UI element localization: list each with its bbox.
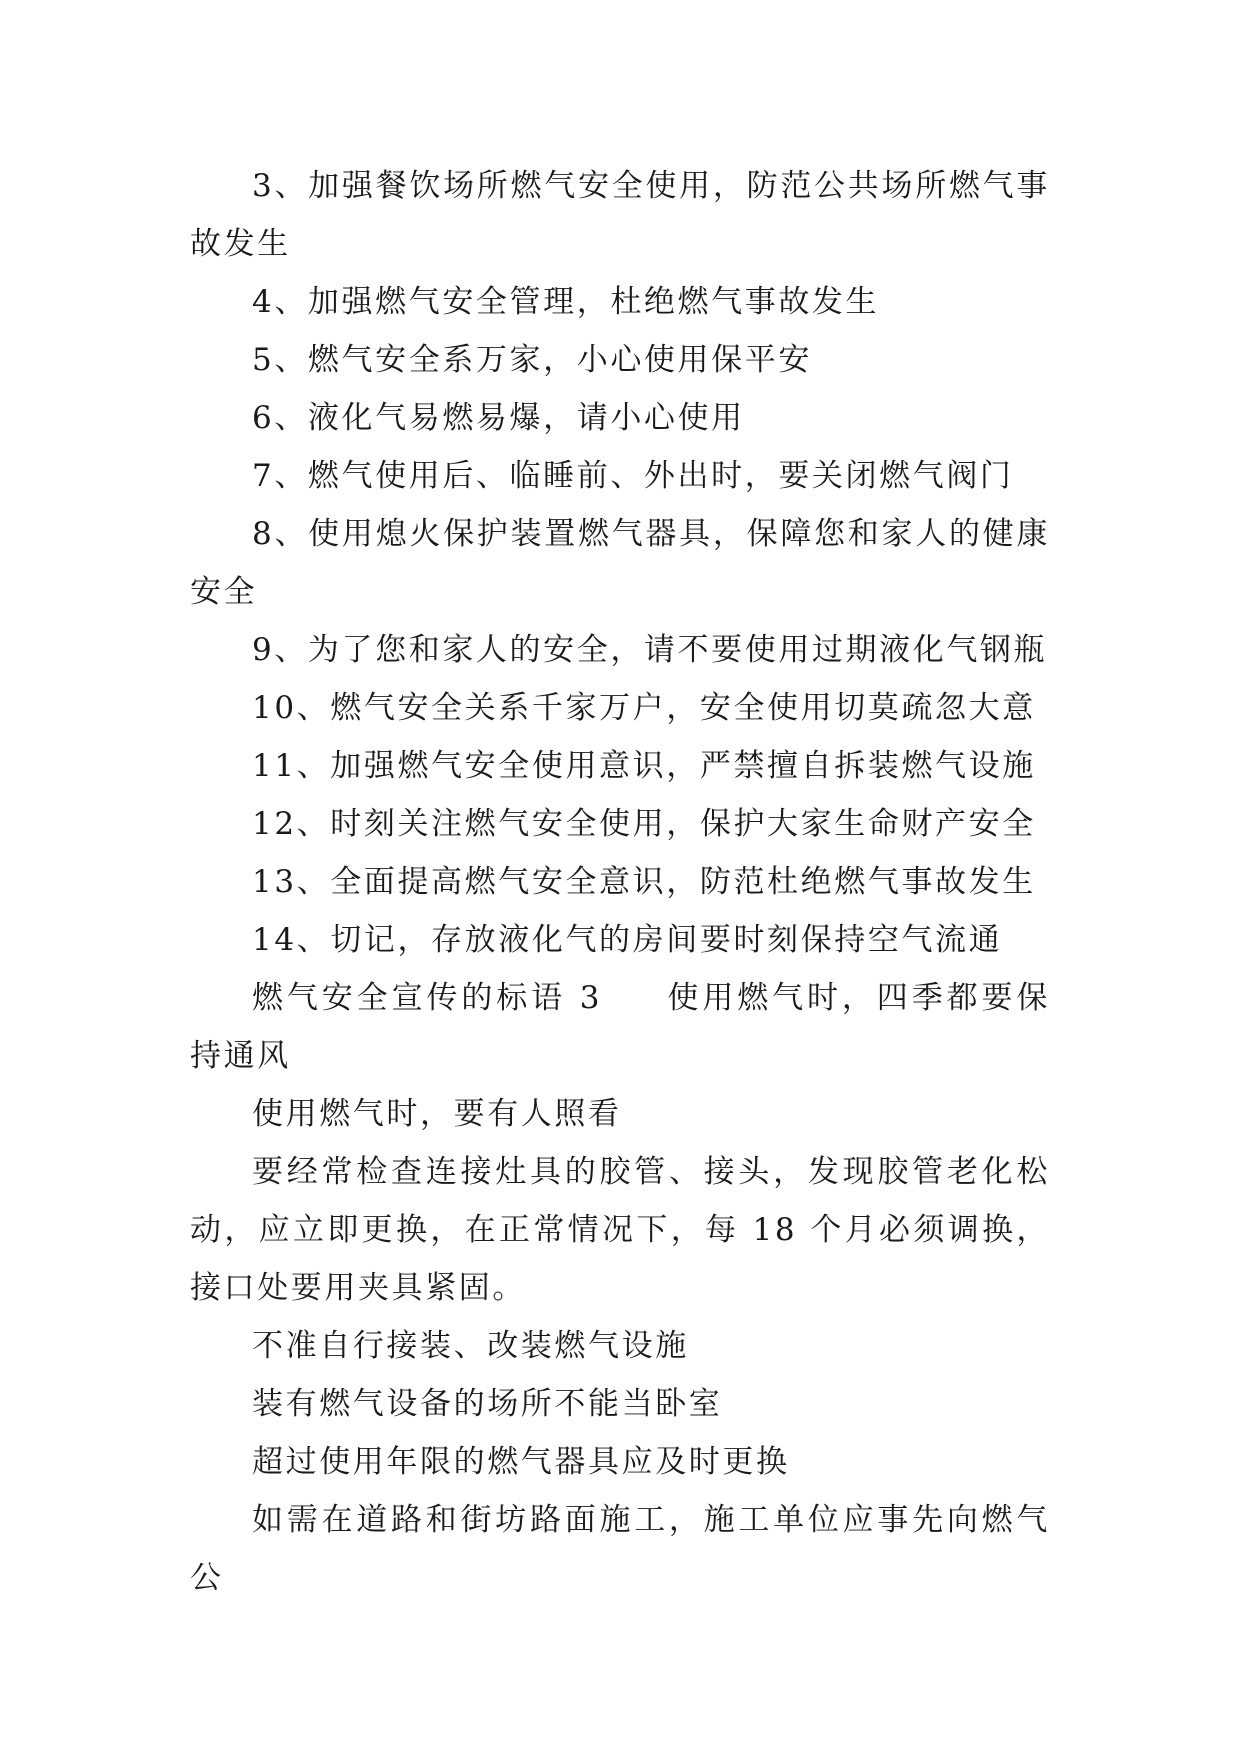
section-3-first-item: 使用燃气时，四季都要保持通风	[190, 980, 1050, 1074]
slogan-9: 9、为了您和家人的安全，请不要使用过期液化气钢瓶	[252, 632, 1048, 668]
slogan-8: 8、使用熄火保护装置燃气器具，保障您和家人的健康安全	[190, 516, 1050, 610]
slogan-11: 11、加强燃气安全使用意识，严禁擅自拆装燃气设施	[252, 748, 1036, 784]
section-3-heading: 燃气安全宣传的标语 3	[252, 980, 603, 1016]
safety-item: 要经常检查连接灶具的胶管、接头，发现胶管老化松动，应立即更换，在正常情况下，每 18 个月必须调换，接口处要用夹具紧固。	[190, 1154, 1050, 1306]
section-3-paragraph	[190, 969, 1050, 1085]
safety-item: 使用燃气时，要有人照看	[252, 1096, 622, 1132]
slogan-3: 3、加强餐饮场所燃气安全使用，防范公共场所燃气事故发生	[190, 168, 1050, 262]
slogan-12: 12、时刻关注燃气安全使用，保护大家生命财产安全	[252, 806, 1036, 842]
safety-item: 超过使用年限的燃气器具应及时更换	[252, 1444, 790, 1480]
slogan-13: 13、全面提高燃气安全意识，防范杜绝燃气事故发生	[252, 864, 1036, 900]
safety-item: 装有燃气设备的场所不能当卧室	[252, 1386, 723, 1422]
slogan-14: 14、切记，存放液化气的房间要时刻保持空气流通	[252, 922, 1003, 958]
slogan-5: 5、燃气安全系万家，小心使用保平安	[252, 342, 812, 378]
body-text	[190, 157, 1050, 1607]
slogan-10: 10、燃气安全关系千家万户，安全使用切莫疏忽大意	[252, 690, 1036, 726]
safety-item: 如需在道路和街坊路面施工，施工单位应事先向燃气公	[190, 1502, 1050, 1596]
safety-item: 不准自行接装、改装燃气设施	[252, 1328, 689, 1364]
slogan-4: 4、加强燃气安全管理，杜绝燃气事故发生	[252, 284, 880, 320]
slogan-7: 7、燃气使用后、临睡前、外出时，要关闭燃气阀门	[252, 458, 1014, 494]
slogan-6: 6、液化气易燃易爆，请小心使用	[252, 400, 745, 436]
